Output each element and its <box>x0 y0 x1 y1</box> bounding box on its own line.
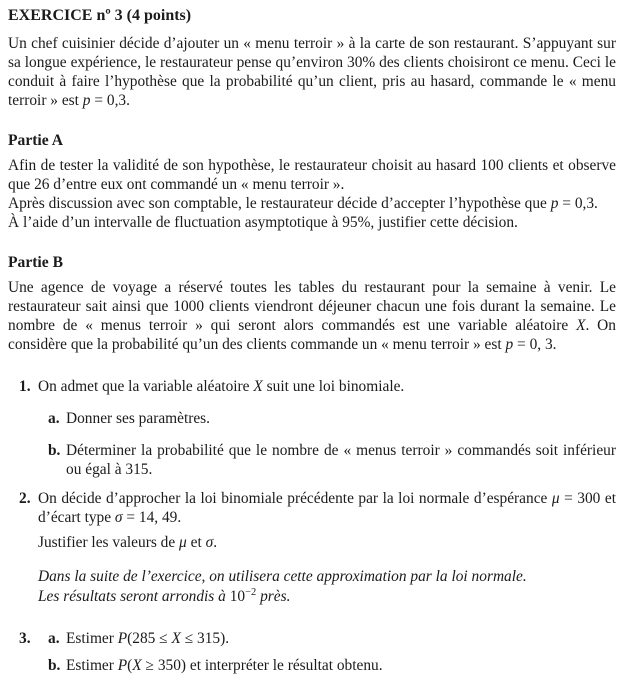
question-1a-number: a. <box>48 410 60 427</box>
question-1b-text: Déterminer la probabilité que le nombre de « menus terroir » commandés soit inférieur ou égal à 315. <box>66 442 616 478</box>
question-1-text: On admet que la variable aléatoire X suit une loi binomiale. <box>38 378 405 395</box>
question-1b-number: b. <box>48 442 61 459</box>
question-2-note-line-1: Dans la suite de l’exercice, on utilisera cette approximation par la loi normale. <box>38 568 527 585</box>
question-3b <box>38 656 616 675</box>
part-a-heading: Partie A <box>8 132 63 149</box>
question-3a-text: Estimer P(285 ≤ X ≤ 315). <box>66 630 230 647</box>
question-2-note <box>38 567 616 607</box>
exercise-title: EXERCICE nº 3 (4 points) <box>8 7 192 24</box>
question-2 <box>8 489 616 607</box>
question-3b-number: b. <box>48 657 61 674</box>
question-2-justify-text: Justifier les valeurs de μ et σ. <box>38 534 218 551</box>
question-3-number: 3. <box>19 630 31 647</box>
question-3a-number: a. <box>48 630 60 647</box>
question-3b-text: Estimer P(X ≥ 350) et interpréter le résultat obtenu. <box>66 657 383 674</box>
question-1 <box>8 377 616 479</box>
question-2-note-line-2: Les résultats seront arrondis à $10^{-2}$ près. <box>38 586 291 605</box>
question-1a <box>38 409 616 428</box>
part-b-paragraph: Une agence de voyage a réservé toutes les tables du restaurant pour la semaine à venir. Le restaurateur sait ainsi que 1000 clients viendront déjeuner chacun une fois durant la semaine. Le nombre de « menus terroir » qui seront alors commandés est une variable aléatoire X. On considère que la probabilité qu’un des clients commande un « menu terroir » est p = 0, 3. <box>8 279 616 353</box>
intro-paragraph: Un chef cuisinier décide d’ajouter un « menu terroir » à la carte de son restaurant. S’appuyant sur sa longue expérience, le restaurateur pense qu’environ 30% des clients choisiront ce menu. Ceci le conduit à faire l’hypothèse que la probabilité qu’un client, pris au hasard, commande le « menu terroir » est p = 0,3. <box>8 35 616 109</box>
question-1b <box>38 441 616 479</box>
part-a-paragraph-1: Afin de tester la validité de son hypothèse, le restaurateur choisit au hasard 100 clients et observe que 26 d’entre eux ont commandé un « menu terroir ». <box>8 157 616 193</box>
question-3 <box>8 629 616 675</box>
part-a-paragraph-2: Après discussion avec son comptable, le restaurateur décide d’accepter l’hypothèse que p = 0,3. <box>8 195 598 212</box>
question-2-number: 2. <box>19 490 31 507</box>
question-2-text: On décide d’approcher la loi binomiale précédente par la loi normale d’espérance μ = 300 et d’écart type σ = 14, 49. <box>38 490 616 526</box>
part-b-heading: Partie B <box>8 254 63 271</box>
question-1a-text: Donner ses paramètres. <box>66 410 211 427</box>
question-3a <box>38 629 616 648</box>
questions-list <box>8 377 616 675</box>
question-1-number: 1. <box>19 378 31 395</box>
part-a-paragraph-3: À l’aide d’un intervalle de fluctuation asymptotique à 95%, justifier cette décision. <box>8 214 518 231</box>
